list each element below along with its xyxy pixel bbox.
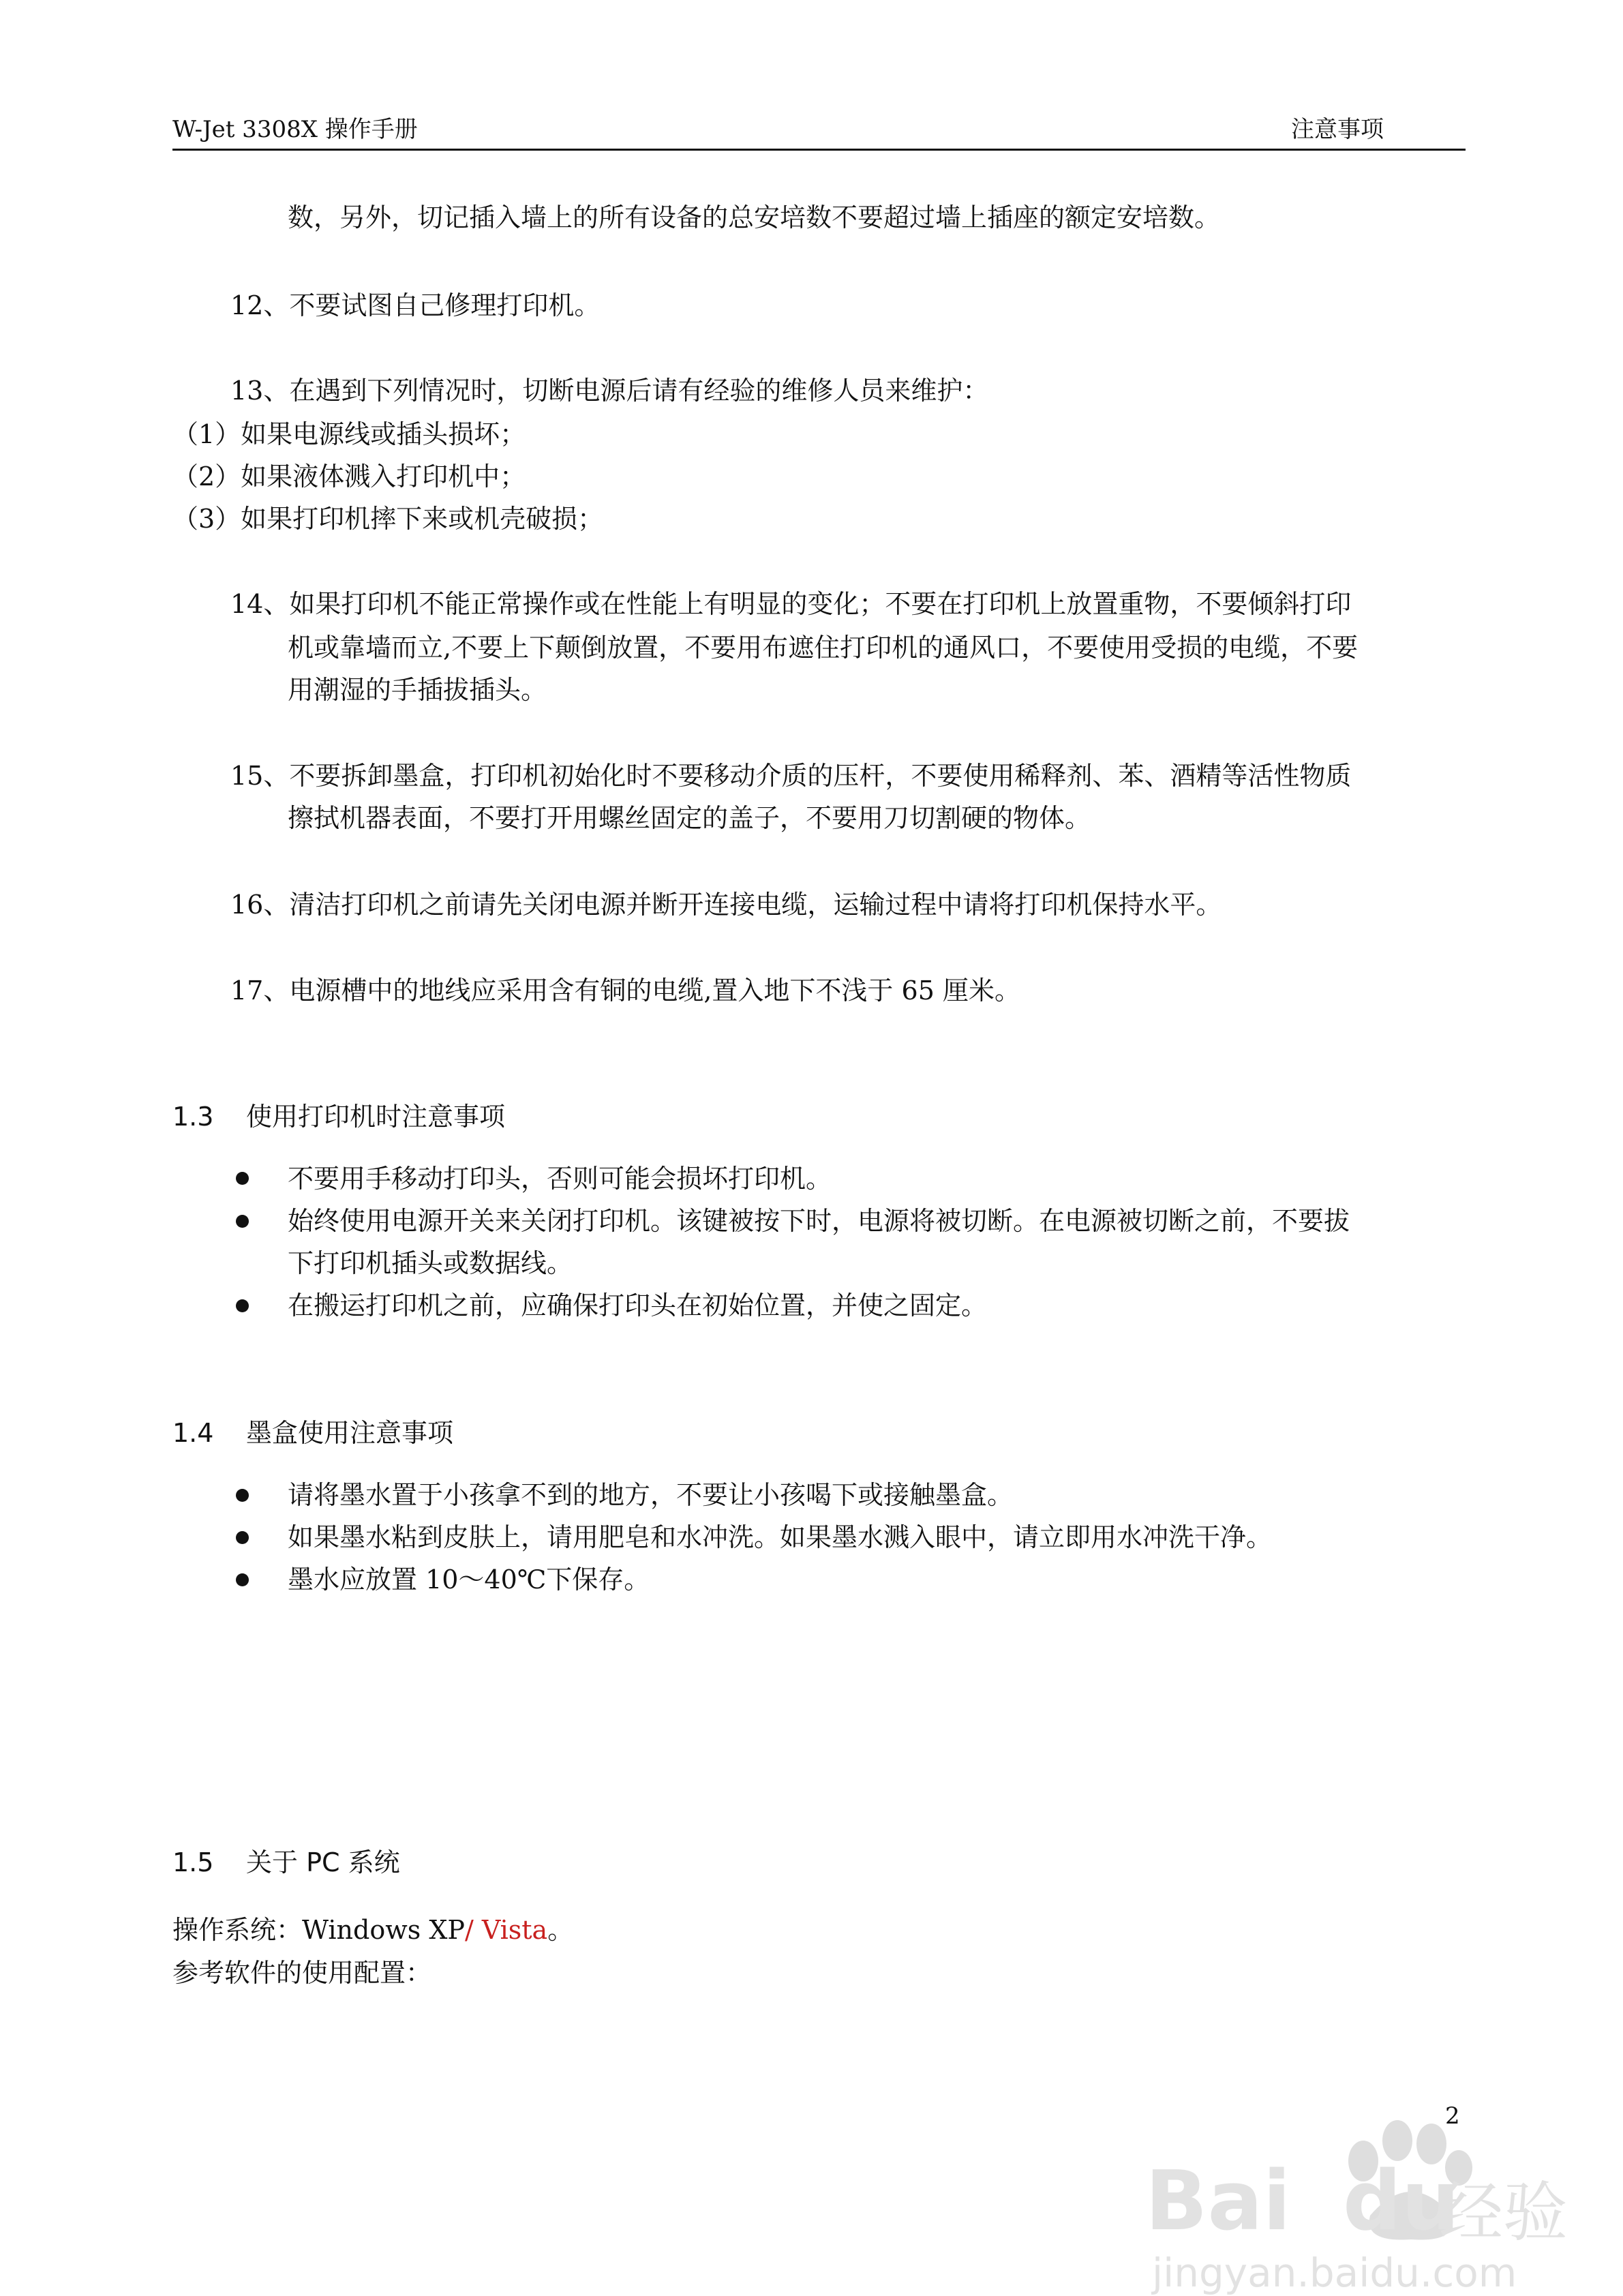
item-14-line-3: 用潮湿的手插拔插头。	[288, 675, 547, 705]
baidu-jingyan-watermark	[1118, 2059, 1568, 2296]
section-1-4-number: 1.4	[172, 1418, 214, 1448]
page-number: 2	[1445, 2102, 1460, 2130]
item-15-line-2: 擦拭机器表面，不要打开用螺丝固定的盖子，不要用刀切割硬的物体。	[288, 803, 1091, 833]
section-1-3-bullet-2-line-2: 下打印机插头或数据线。	[288, 1248, 573, 1278]
watermark-brand-du: du	[1343, 2154, 1460, 2249]
bullet-icon	[236, 1531, 249, 1544]
item-13-sub-1: （1）如果电源线或插头损坏；	[172, 419, 526, 449]
item-13: 13、在遇到下列情况时，切断电源后请有经验的维修人员来维护：	[230, 376, 989, 406]
section-1-4-heading	[172, 1414, 453, 1452]
os-vista-highlight: / Vista	[464, 1915, 548, 1945]
section-1-3-bullet-2-line-1: 始终使用电源开关来关闭打印机。该键被按下时，电源将被切断。在电源被切断之前，不要拔	[288, 1206, 1350, 1236]
item-13-sub-3: （3）如果打印机摔下来或机壳破损；	[172, 504, 604, 534]
section-1-4-bullet-1: 请将墨水置于小孩拿不到的地方，不要让小孩喝下或接触墨盒。	[288, 1480, 1014, 1510]
watermark-brand: Bai	[1145, 2154, 1291, 2249]
item-16: 16、清洁打印机之前请先关闭电源并断开连接电缆，运输过程中请将打印机保持水平。	[230, 890, 1222, 920]
section-1-3-bullet-3: 在搬运打印机之前，应确保打印头在初始位置，并使之固定。	[288, 1290, 988, 1320]
os-line	[172, 1911, 573, 1949]
section-1-5-title: 关于 PC 系统	[246, 1847, 400, 1877]
bullet-icon	[236, 1215, 249, 1228]
item-14-line-2: 机或靠墙而立,不要上下颠倒放置，不要用布遮住打印机的通风口，不要使用受损的电缆，不要	[288, 633, 1359, 663]
watermark-jingyan: 经验	[1438, 2175, 1568, 2250]
section-1-3-bullet-1: 不要用手移动打印头，否则可能会损坏打印机。	[288, 1164, 832, 1194]
header-chapter-title: 注意事项	[1291, 116, 1384, 143]
header-manual-title: W-Jet 3308X 操作手册	[172, 116, 418, 143]
bullet-icon	[236, 1299, 249, 1312]
watermark-url: jingyan.baidu.com	[1152, 2250, 1517, 2296]
item-13-sub-2: （2）如果液体溅入打印机中；	[172, 462, 526, 492]
bullet-icon	[236, 1172, 249, 1185]
os-prefix: 操作系统：Windows XP	[172, 1915, 465, 1945]
item11-continuation: 数，另外，切记插入墙上的所有设备的总安培数不要超过墙上插座的额定安培数。	[288, 202, 1221, 232]
section-1-4-title: 墨盒使用注意事项	[246, 1418, 454, 1448]
item-17: 17、电源槽中的地线应采用含有铜的电缆,置入地下不浅于 65 厘米。	[230, 976, 1020, 1006]
section-1-4-bullet-2: 如果墨水粘到皮肤上，请用肥皂和水冲洗。如果墨水溅入眼中，请立即用水冲洗干净。	[288, 1522, 1273, 1552]
software-config-line: 参考软件的使用配置：	[172, 1958, 432, 1988]
item-12: 12、不要试图自己修理打印机。	[230, 290, 601, 320]
section-1-3-number: 1.3	[172, 1102, 214, 1132]
section-1-4-bullet-3: 墨水应放置 10～40℃下保存。	[288, 1565, 650, 1595]
os-suffix: 。	[547, 1915, 574, 1945]
section-1-3-title: 使用打印机时注意事项	[246, 1102, 506, 1132]
section-1-3-heading	[172, 1098, 505, 1136]
item-14-line-1: 14、如果打印机不能正常操作或在性能上有明显的变化；不要在打印机上放置重物，不要倾斜打印	[230, 589, 1352, 619]
bullet-icon	[236, 1489, 249, 1502]
header-rule	[172, 149, 1466, 151]
section-1-5-heading	[172, 1843, 400, 1882]
page-header	[172, 113, 1466, 154]
bullet-icon	[236, 1573, 249, 1586]
item-15-line-1: 15、不要拆卸墨盒，打印机初始化时不要移动介质的压杆，不要使用稀释剂、苯、酒精等活性物质	[230, 761, 1352, 791]
section-1-5-number: 1.5	[172, 1847, 214, 1877]
